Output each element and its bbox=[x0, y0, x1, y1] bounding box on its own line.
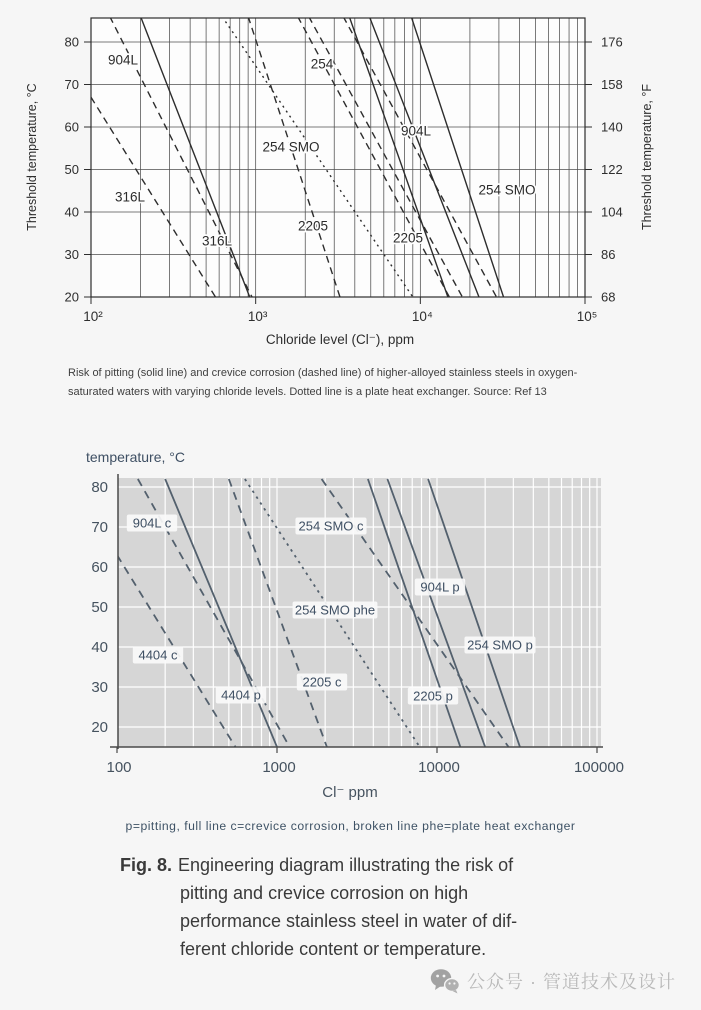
wechat-icon bbox=[430, 968, 460, 994]
svg-text:80: 80 bbox=[91, 479, 108, 496]
svg-text:10³: 10³ bbox=[247, 309, 268, 324]
svg-text:70: 70 bbox=[64, 77, 79, 92]
svg-text:100: 100 bbox=[106, 759, 132, 776]
chart1-xlabel: Chloride level (Cl⁻), ppm bbox=[265, 332, 415, 347]
svg-text:70: 70 bbox=[91, 519, 108, 536]
svg-text:122: 122 bbox=[601, 162, 623, 177]
chart2-title: temperature, °C bbox=[86, 449, 185, 465]
svg-text:10²: 10² bbox=[83, 309, 103, 324]
svg-text:20: 20 bbox=[64, 289, 79, 305]
svg-text:40: 40 bbox=[64, 204, 79, 220]
line-label: 316L bbox=[114, 189, 146, 205]
svg-text:176: 176 bbox=[601, 34, 623, 50]
watermark bbox=[430, 968, 676, 994]
svg-text:30: 30 bbox=[64, 247, 79, 262]
line-label: 254 SMO c bbox=[298, 518, 364, 534]
line-label: 904L bbox=[107, 52, 139, 68]
svg-text:1000: 1000 bbox=[262, 759, 296, 776]
svg-text:50: 50 bbox=[64, 162, 79, 177]
chart1-ylabel-left: Threshold temperature, °C bbox=[25, 83, 39, 231]
figure-caption-line: performance stainless steel in water of dif- bbox=[180, 911, 518, 931]
line-label: 316L bbox=[201, 233, 233, 249]
figure-caption-label: Fig. 8. bbox=[120, 855, 173, 875]
line-label: 904L c bbox=[132, 515, 172, 531]
line-label: 254 SMO p bbox=[467, 637, 533, 653]
figure-caption-line: Fig. 8. Engineering diagram illustrating the risk of bbox=[120, 855, 514, 875]
line-label: 2205 bbox=[392, 230, 424, 246]
line-label: 254 bbox=[310, 56, 334, 72]
figure-caption-line: ferent chloride content or temperature. bbox=[180, 939, 487, 959]
line-label: 4404 c bbox=[138, 647, 178, 663]
line-label: 254 SMO bbox=[478, 182, 536, 198]
svg-text:60: 60 bbox=[64, 119, 79, 135]
svg-text:10⁴: 10⁴ bbox=[411, 309, 433, 324]
top-chart-caption bbox=[68, 364, 668, 402]
figure-caption bbox=[120, 851, 600, 963]
line-label: 2205 p bbox=[413, 688, 453, 704]
caption-line: Risk of pitting (solid line) and crevice corrosion (dashed line) of higher-alloyed stainless steels in oxygen- bbox=[68, 367, 578, 379]
bottom-chart-legend: p=pitting, full line c=crevice corrosion, broken line phe=plate heat exchanger bbox=[125, 819, 576, 833]
svg-text:30: 30 bbox=[91, 679, 108, 696]
line-label: 254 SMO phe bbox=[294, 602, 376, 618]
svg-text:104: 104 bbox=[601, 204, 623, 220]
line-label: 2205 bbox=[297, 218, 329, 234]
svg-text:50: 50 bbox=[91, 599, 108, 616]
chart-2 bbox=[86, 449, 624, 801]
chart-1 bbox=[25, 17, 654, 348]
watermark-text: 公众号 · 管道技术及设计 bbox=[467, 972, 676, 992]
line-label: 254 SMO bbox=[262, 139, 320, 155]
svg-text:10000: 10000 bbox=[418, 759, 460, 776]
svg-text:86: 86 bbox=[601, 247, 616, 262]
caption-line: saturated waters with varying chloride levels. Dotted line is a plate heat exchanger. Source: Ref 13 bbox=[68, 386, 547, 398]
svg-text:140: 140 bbox=[601, 119, 623, 135]
svg-text:80: 80 bbox=[64, 34, 79, 50]
svg-text:10⁵: 10⁵ bbox=[576, 309, 598, 324]
svg-text:68: 68 bbox=[601, 289, 616, 305]
svg-text:60: 60 bbox=[91, 559, 108, 576]
svg-text:40: 40 bbox=[91, 639, 108, 656]
line-label: 2205 c bbox=[302, 674, 342, 690]
line-label: 904L p bbox=[420, 579, 460, 595]
chart1-ylabel-right: Threshold temperature, °F bbox=[640, 83, 654, 231]
svg-text:100000: 100000 bbox=[573, 759, 625, 776]
figure-caption-line: pitting and crevice corrosion on high bbox=[180, 883, 469, 903]
line-label: 904L bbox=[400, 123, 432, 139]
chart2-xlabel: Cl⁻ ppm bbox=[322, 784, 378, 801]
svg-text:158: 158 bbox=[601, 77, 623, 92]
svg-text:20: 20 bbox=[91, 719, 108, 736]
line-label: 4404 p bbox=[221, 687, 261, 703]
